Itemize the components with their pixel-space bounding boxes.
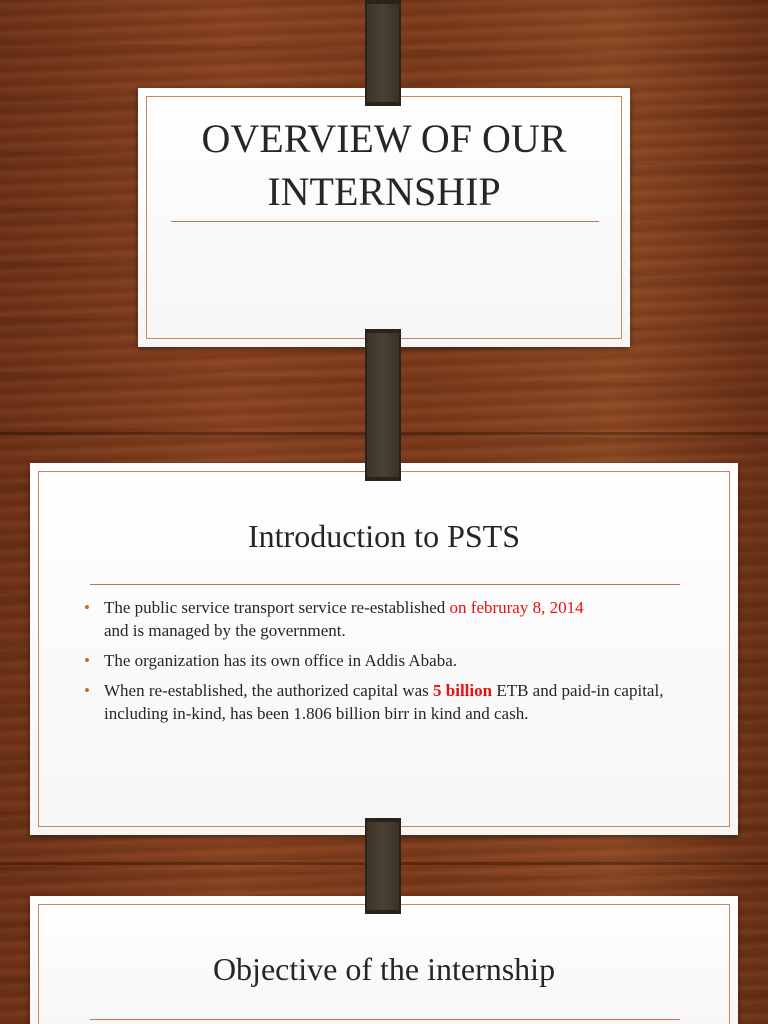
hanging-strap: [365, 0, 401, 106]
slide-card-introduction[interactable]: [30, 463, 738, 835]
slide-card-objective[interactable]: [30, 896, 738, 1024]
bullet-item: [84, 649, 684, 672]
slide-title-introduction: Introduction to PSTS: [247, 518, 520, 554]
bullet-item: [84, 679, 684, 725]
bullet-list: [84, 596, 684, 732]
bullet-text: The public service transport service re-established: [104, 598, 450, 617]
bullet-text: The organization has its own office in Addis Ababa.: [104, 651, 457, 670]
title-divider: [90, 1019, 680, 1020]
slide-card-overview[interactable]: [138, 88, 630, 347]
title-line-2: INTERNSHIP: [267, 169, 501, 214]
slide-title-overview: [138, 112, 630, 218]
title-line-1: OVERVIEW OF OUR: [201, 116, 567, 161]
bullet-dot-icon: •: [84, 681, 90, 700]
hanging-strap: [365, 818, 401, 914]
bullet-text: ETB and paid-in capital, including in-kind, has been 1.806 billion birr in kind and cash.: [104, 681, 664, 723]
title-divider: [171, 221, 599, 222]
bullet-item: [84, 596, 684, 642]
capital-highlight: 5 billion: [433, 681, 493, 700]
bullet-text: When re-established, the authorized capital was: [104, 681, 434, 700]
slide-title-objective: Objective of the internship: [212, 951, 556, 987]
title-divider: [90, 584, 680, 585]
bullet-dot-icon: •: [84, 598, 90, 617]
bullet-dot-icon: •: [84, 651, 90, 670]
hanging-strap: [365, 329, 401, 481]
date-highlight: on februray 8, 2014: [449, 598, 584, 617]
bullet-text: and is managed by the government.: [104, 621, 346, 640]
